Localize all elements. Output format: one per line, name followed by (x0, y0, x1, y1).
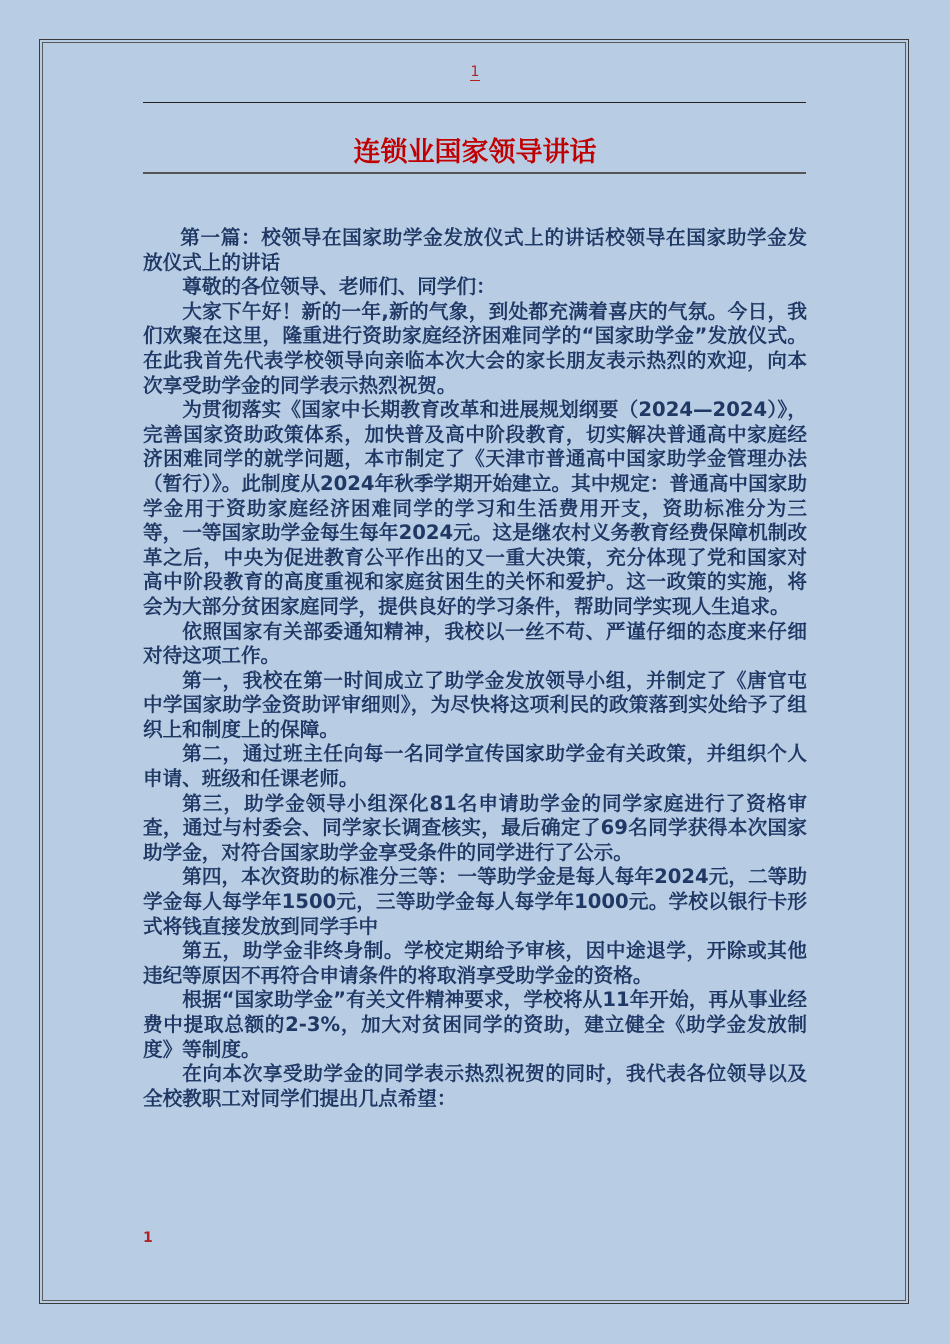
paragraph: 第二，通过班主任向每一名同学宣传国家助学金有关政策，并组织个人申请、班级和任课老师。 (143, 742, 807, 791)
title-divider (143, 172, 806, 174)
footer-page-number: 1 (143, 1230, 153, 1246)
paragraph: 根据“国家助学金”有关文件精神要求，学校将从11年开始，再从事业经费中提取总额的2-3%，加大对贫困同学的资助，建立健全《助学金发放制度》等制度。 (143, 988, 807, 1061)
paragraph: 第一篇：校领导在国家助学金发放仪式上的讲话校领导在国家助学金发放仪式上的讲话 (143, 226, 807, 274)
paragraph: 尊敬的各位领导、老师们、同学们： (182, 275, 496, 299)
paragraph: 第五，助学金非终身制。学校定期给予审核，因中途退学，开除或其他违纪等原因不再符合申请条件的将取消享受助学金的资格。 (143, 939, 807, 987)
document-body (143, 226, 807, 1111)
paragraph: 第四，本次资助的标准分三等：一等助学金是每人每年2024元，二等助学金每人每学年1500元，三等助学金每人每学年1000元。学校以银行卡形式将钱直接发放到同学手中 (143, 865, 807, 938)
paragraph: 第一，我校在第一时间成立了助学金发放领导小组，并制定了《唐官屯中学国家助学金资助评审细则》，为尽快将这项利民的政策落到实处给予了组织上和制度上的保障。 (143, 668, 807, 741)
paragraph: 为贯彻落实《国家中长期教育改革和进展规划纲要（2024—2024）》，完善国家资助政策体系，加快普及高中阶段教育，切实解决普通高中家庭经济困难同学的就学问题，本市制定了《天津市普通高中国家助学金管理办法（暂行）》。此制度从2024年秋季学期开始建立。其中规定：普通高中国家助学金用于资助家庭经济困难同学的学习和生活费用开支，资助标准分为三等，一等国家助学金每生每年2024元。这是继农村义务教育经费保障机制改革之后，中央为促进教育公平作出的又一重大决策，充分体现了党和国家对高中阶段教育的高度重视和家庭贫困生的关怀和爱护。这一政策的实施，将会为大部分贫困家庭同学，提供良好的学习条件，帮助同学实现人生追求。 (143, 398, 807, 618)
paragraph: 第三，助学金领导小组深化81名申请助学金的同学家庭进行了资格审查，通过与村委会、同学家长调查核实，最后确定了69名同学获得本次国家助学金，对符合国家助学金享受条件的同学进行了公示。 (143, 791, 807, 864)
header-page-number: 1 (470, 64, 480, 80)
header-divider (143, 102, 806, 103)
paragraph: 大家下午好！新的一年,新的气象，到处都充满着喜庆的气氛。今日，我们欢聚在这里，隆重进行资助家庭经济困难同学的“国家助学金”发放仪式。在此我首先代表学校领导向亲临本次大会的家长朋友表示热烈的欢迎，向本次享受助学金的同学表示热烈祝贺。 (143, 299, 807, 397)
paragraph: 依照国家有关部委通知精神，我校以一丝不苟、严谨仔细的态度来仔细对待这项工作。 (143, 619, 807, 668)
document-title: 连锁业国家领导讲话 (353, 137, 597, 168)
paragraph: 在向本次享受助学金的同学表示热烈祝贺的同时，我代表各位领导以及全校教职工对同学们提出几点希望： (143, 1062, 807, 1110)
